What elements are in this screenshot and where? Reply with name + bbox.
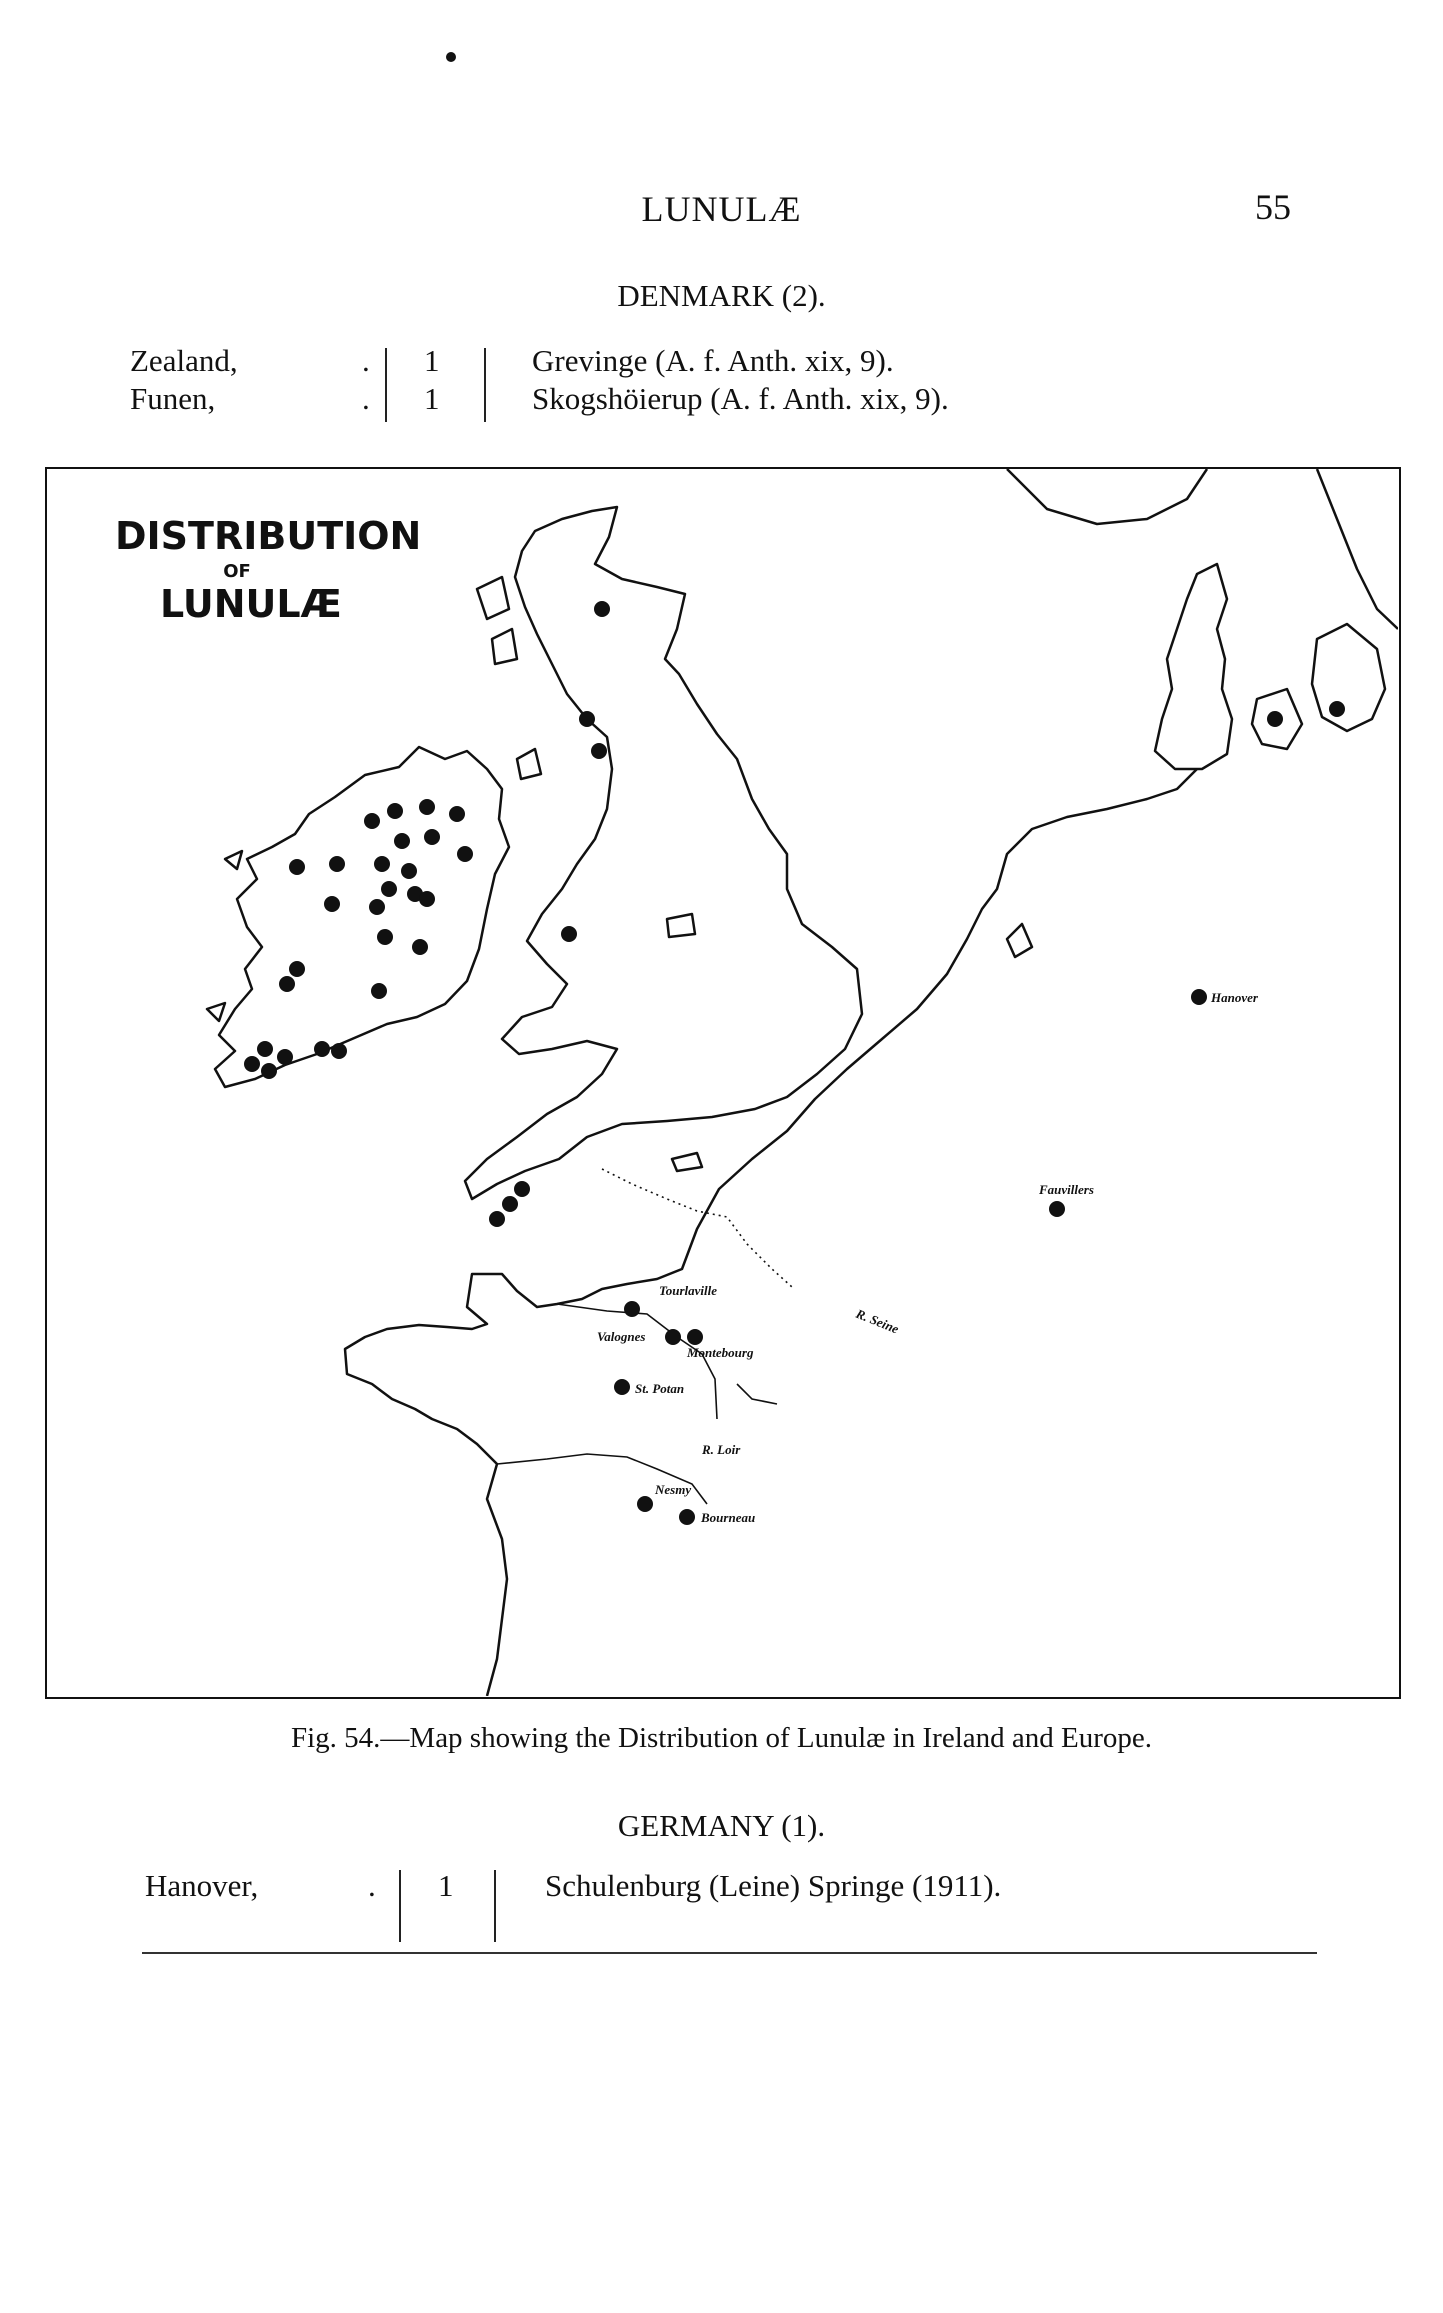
find-spot [381, 881, 397, 897]
find-spot [394, 833, 410, 849]
germany-row-place-1: Hanover, [145, 1868, 259, 1903]
denmark-row-place-1: Zealand, [130, 343, 238, 378]
find-spot [624, 1301, 640, 1317]
find-spot [614, 1379, 630, 1395]
find-spot [561, 926, 577, 942]
find-spot [687, 1329, 703, 1345]
germany-heading: GERMANY (1). [617, 1808, 826, 1843]
running-title: LUNULÆ [641, 189, 802, 229]
denmark-row-detail-1: Grevinge (A. f. Anth. xix, 9). [532, 343, 894, 378]
dutch-island [1007, 924, 1032, 957]
find-spot [261, 1063, 277, 1079]
find-spot [1329, 701, 1345, 717]
river-tributary [737, 1384, 777, 1404]
find-spot [371, 983, 387, 999]
denmark-row-count-1: 1 [424, 343, 440, 378]
find-spot [594, 601, 610, 617]
find-spot [419, 799, 435, 815]
find-spot [424, 829, 440, 845]
find-spot [665, 1329, 681, 1345]
find-spot [502, 1196, 518, 1212]
column-rule [484, 348, 486, 422]
find-spot [331, 1043, 347, 1059]
find-spot [364, 813, 380, 829]
find-spot [449, 806, 465, 822]
wight-island [672, 1153, 702, 1171]
label-st-potan: St. Potan [635, 1381, 685, 1396]
legend-title-line2: OF [223, 561, 251, 582]
germany-row-detail-1: Schulenburg (Leine) Springe (1911). [545, 1868, 1002, 1903]
sweden-coast [1317, 469, 1398, 629]
find-spot [1049, 1201, 1065, 1217]
find-spot [679, 1509, 695, 1525]
find-spot [277, 1049, 293, 1065]
label-fauvillers: Fauvillers [1039, 1182, 1094, 1197]
find-spot [369, 899, 385, 915]
jutland-coast [1155, 564, 1232, 769]
find-spot [579, 711, 595, 727]
label-hanover: Hanover [1211, 990, 1258, 1005]
find-spot [377, 929, 393, 945]
scandinavia-coast [1007, 469, 1207, 524]
denmark-heading: DENMARK (2). [617, 278, 826, 313]
find-spot [244, 1056, 260, 1072]
legend-title-line1: DISTRIBUTION [115, 514, 422, 558]
ireland-islet [207, 1003, 225, 1021]
britain-coast [465, 507, 862, 1199]
horizontal-rule [142, 1952, 1317, 1954]
find-spot [289, 961, 305, 977]
legend-title-line3: LUNULÆ [160, 582, 342, 626]
label-tourlaville: Tourlaville [659, 1283, 718, 1298]
denmark-row-count-2: 1 [424, 381, 440, 416]
column-rule [399, 1870, 401, 1942]
ireland-islet [225, 851, 242, 869]
find-spots [244, 601, 1345, 1525]
find-spot [314, 1041, 330, 1057]
germany-row-dot-1: . [368, 1868, 376, 1903]
column-rule [494, 1870, 496, 1942]
find-spot [329, 856, 345, 872]
label-nesmy: Nesmy [655, 1482, 692, 1497]
label-montebourg: Montebourg [687, 1345, 754, 1360]
denmark-row-detail-2: Skogshöierup (A. f. Anth. xix, 9). [532, 381, 949, 416]
find-spot [1267, 711, 1283, 727]
label-valognes: Valognes [597, 1329, 646, 1344]
find-spot [387, 803, 403, 819]
find-spot [412, 939, 428, 955]
arran-island [517, 749, 541, 779]
find-spot [591, 743, 607, 759]
zealand-island [1312, 624, 1385, 731]
label-bourneau: Bourneau [701, 1510, 756, 1525]
river-seine [557, 1304, 717, 1419]
label-r-loir: R. Loir [702, 1442, 741, 1457]
distribution-map [45, 467, 1401, 1699]
find-spot [401, 863, 417, 879]
find-spot [457, 846, 473, 862]
find-spot [489, 1211, 505, 1227]
find-spot [1191, 989, 1207, 1005]
map-canvas [47, 469, 1398, 1696]
hebrides-island [477, 577, 509, 619]
figure-caption: Fig. 54.—Map showing the Distribution of Lunulæ in Ireland and Europe. [290, 1722, 1153, 1754]
find-spot [289, 859, 305, 875]
hebrides-island [492, 629, 517, 664]
anglesey-island [667, 914, 695, 937]
find-spot [257, 1041, 273, 1057]
printer-mark [446, 52, 456, 62]
continent-coast [345, 769, 1197, 1696]
column-rule [385, 348, 387, 422]
find-spot [419, 891, 435, 907]
ireland-coast [215, 747, 509, 1087]
denmark-row-place-2: Funen, [130, 381, 216, 416]
find-spot [514, 1181, 530, 1197]
find-spot [374, 856, 390, 872]
denmark-row-dot-1: . [362, 343, 370, 378]
label-r-seine: R. Seine [853, 1305, 902, 1337]
find-spot [637, 1496, 653, 1512]
find-spot [279, 976, 295, 992]
denmark-row-dot-2: . [362, 381, 370, 416]
germany-row-count-1: 1 [438, 1868, 454, 1903]
find-spot [324, 896, 340, 912]
page-number: 55 [1255, 187, 1291, 227]
